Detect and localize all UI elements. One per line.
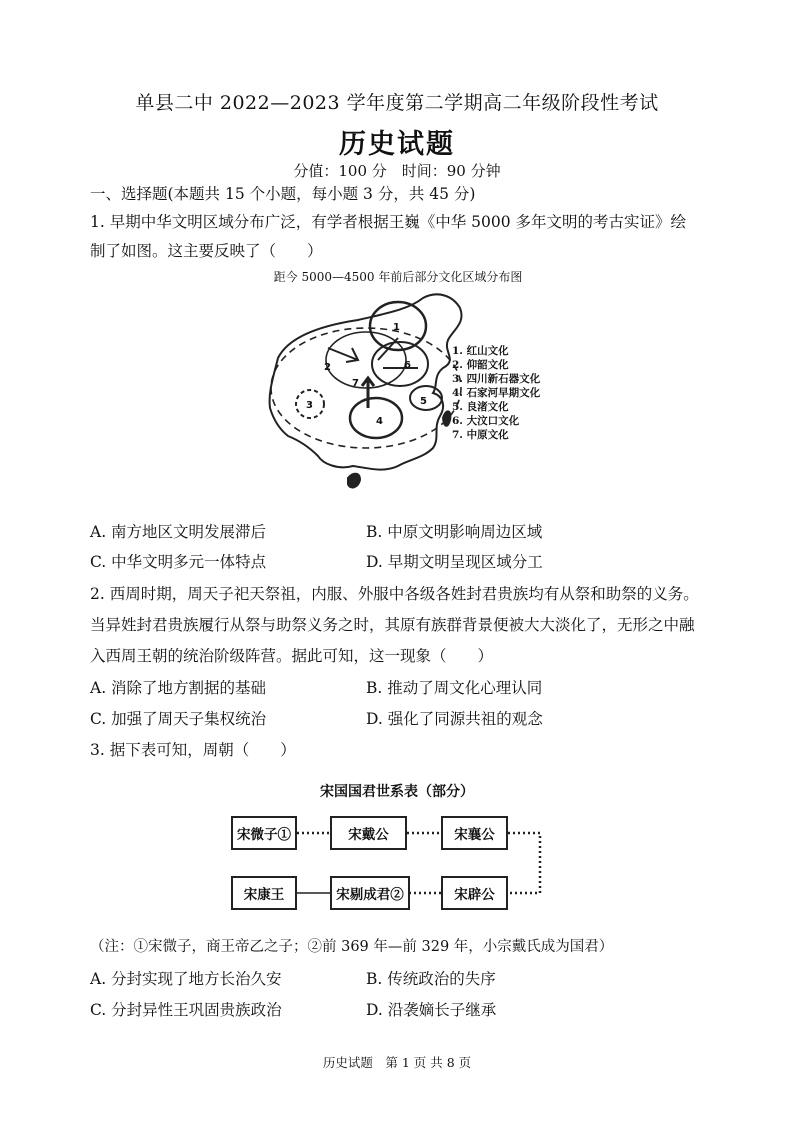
culture-map-figure bbox=[248, 268, 548, 508]
q2-option-d: D. 强化了同源共祖的观念 bbox=[366, 710, 543, 728]
q2-stem-line1: 2. 西周时期，周天子祀天祭祖，内服、外服中各级各姓封君贵族均有从祭和助祭的义务。 bbox=[90, 585, 699, 603]
subject-title: 历史试题 bbox=[339, 129, 455, 160]
legend-item: 2. 仰韶文化 bbox=[452, 359, 509, 371]
lineage-table-title: 宋国国君世系表（部分） bbox=[320, 784, 474, 800]
legend-item: 3. 四川新石器文化 bbox=[452, 373, 541, 385]
legend-item: 5. 良渚文化 bbox=[452, 401, 509, 413]
q3-note: （注：①宋微子，商王帝乙之子；②前 369 年—前 329 年，小宗戴氏成为国君） bbox=[90, 939, 614, 955]
q2-option-b: B. 推动了周文化心理认同 bbox=[366, 679, 543, 697]
lineage-box-weizi: 宋微子① bbox=[231, 816, 297, 850]
lineage-box-tichengjun: 宋剔成君② bbox=[330, 876, 410, 910]
q3-option-d: D. 沿袭嫡长子继承 bbox=[366, 1001, 497, 1019]
lineage-box-kangwang: 宋康王 bbox=[231, 876, 297, 910]
legend-item: 6. 大汶口文化 bbox=[452, 415, 520, 427]
q3-option-b: B. 传统政治的失序 bbox=[366, 970, 496, 988]
map-label-7: 7 bbox=[352, 378, 359, 389]
q3-stem: 3. 据下表可知，周朝（ ） bbox=[90, 741, 296, 759]
lineage-box-daigong: 宋戴公 bbox=[330, 816, 407, 850]
section-heading: 一、选择题(本题共 15 个小题，每小题 3 分，共 45 分) bbox=[90, 185, 476, 203]
q1-option-b: B. 中原文明影响周边区域 bbox=[366, 523, 543, 541]
exam-meta: 分值：100 分 时间：90 分钟 bbox=[293, 162, 501, 180]
q2-option-a: A. 消除了地方割据的基础 bbox=[90, 679, 267, 697]
q3-option-c: C. 分封异性王巩固贵族政治 bbox=[90, 1001, 282, 1019]
legend-item: 1. 红山文化 bbox=[452, 345, 509, 357]
map-label-3: 3 bbox=[306, 400, 313, 411]
q1-stem-line2: 制了如图。这主要反映了（ ） bbox=[90, 242, 323, 260]
q2-stem-line2: 当异姓封君贵族履行从祭与助祭义务之时，其原有族群背景便被大大淡化了，无形之中融 bbox=[90, 616, 695, 634]
legend-item: 4. 石家河早期文化 bbox=[452, 387, 541, 399]
q1-option-d: D. 早期文明呈现区域分工 bbox=[366, 553, 543, 571]
map-title: 距今 5000—4500 年前后部分文化区域分布图 bbox=[273, 270, 523, 284]
q1-option-c: C. 中华文明多元一体特点 bbox=[90, 553, 267, 571]
map-label-5: 5 bbox=[420, 396, 427, 407]
q3-option-a: A. 分封实现了地方长治久安 bbox=[90, 970, 282, 988]
map-label-4: 4 bbox=[376, 416, 383, 427]
lineage-box-xianggong: 宋襄公 bbox=[441, 816, 508, 850]
page-footer: 历史试题 第 1 页 共 8 页 bbox=[322, 1055, 472, 1070]
lineage-box-bigong: 宋辟公 bbox=[441, 876, 508, 910]
exam-title: 单县二中 2022—2023 学年度第二学期高二年级阶段性考试 bbox=[135, 92, 659, 114]
q2-stem-line3: 入西周王朝的统治阶级阵营。据此可知，这一现象（ ） bbox=[90, 647, 494, 665]
q1-stem-line1: 1. 早期中华文明区域分布广泛，有学者根据王巍《中华 5000 多年文明的考古实证》绘 bbox=[90, 213, 687, 231]
q1-option-a: A. 南方地区文明发展滞后 bbox=[90, 523, 267, 541]
map-label-1: 1 bbox=[393, 322, 400, 333]
map-label-6: 6 bbox=[404, 360, 411, 371]
q2-option-c: C. 加强了周天子集权统治 bbox=[90, 710, 267, 728]
map-label-2: 2 bbox=[324, 362, 331, 373]
legend-item: 7. 中原文化 bbox=[452, 429, 509, 441]
